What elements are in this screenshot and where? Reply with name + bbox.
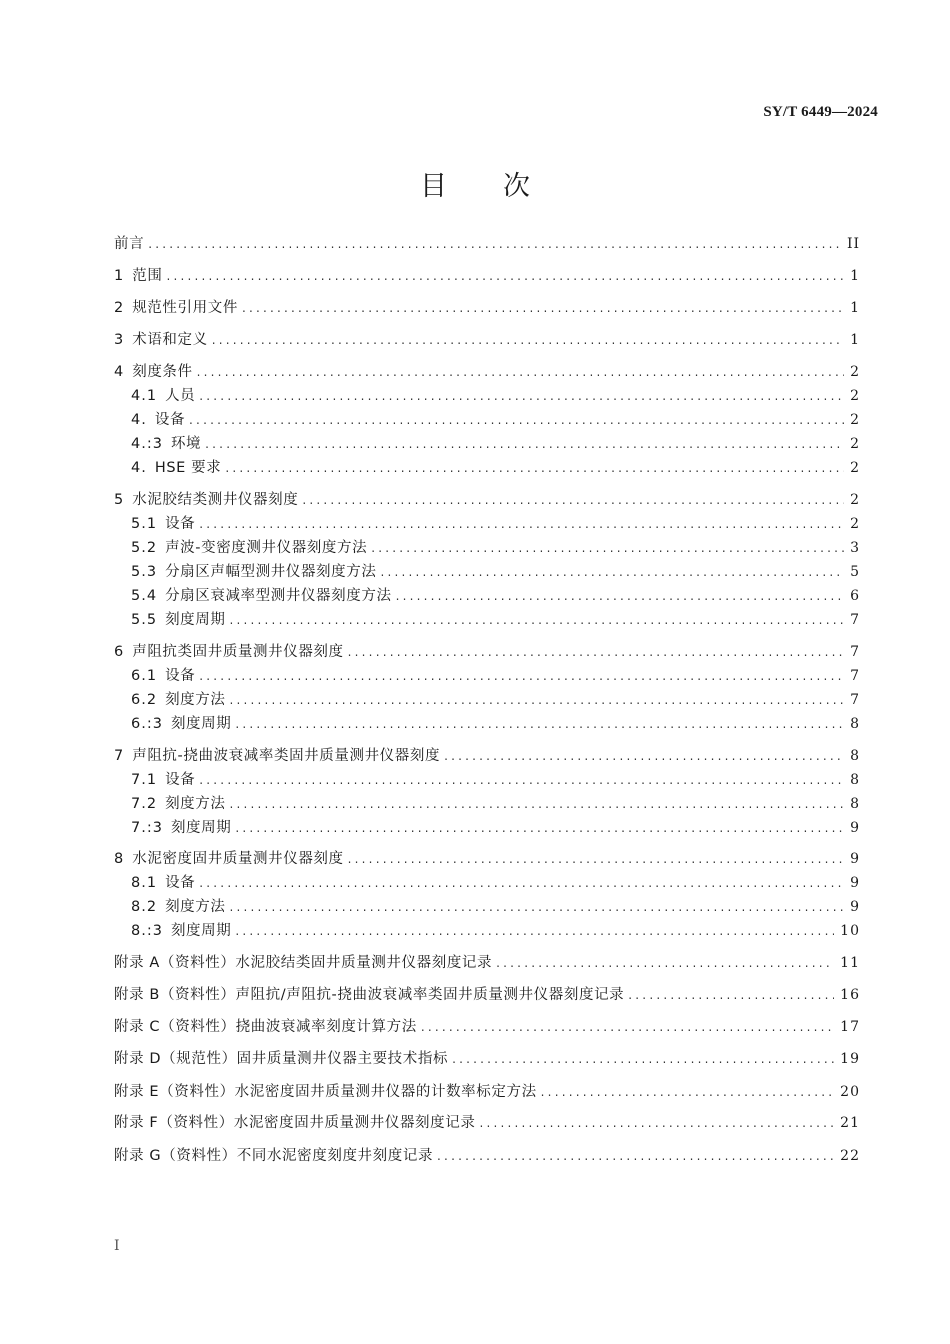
toc-entry[interactable] <box>114 666 860 686</box>
toc-entry-number: 5 <box>114 492 125 508</box>
toc-entry-title: 刻度方法 <box>165 796 226 812</box>
toc-entry-title: 刻度周期 <box>170 820 232 836</box>
toc-entry-title: 刻度周期 <box>170 923 232 939</box>
toc-entry-title: 附录 G（资料性）不同水泥密度刻度井刻度记录 <box>114 1148 434 1164</box>
toc-entry-label <box>131 386 195 406</box>
toc-entry[interactable] <box>114 362 860 382</box>
dot-leader <box>541 1082 835 1102</box>
toc-entry[interactable] <box>114 1146 860 1166</box>
toc-entry-title: 刻度周期 <box>165 612 226 628</box>
toc-entry-label <box>114 266 162 286</box>
toc-entry-page: 9 <box>850 851 860 867</box>
toc-entry-title: 环境 <box>170 436 202 452</box>
toc-entry-page: 3 <box>850 540 860 556</box>
toc-entry-number: 6.1 <box>131 668 158 684</box>
toc-entry-label <box>131 921 231 941</box>
toc-entry-label <box>131 514 195 534</box>
toc-entry-label <box>131 610 225 630</box>
toc-entry-number: 8.2 <box>131 899 158 915</box>
toc-entry-page: 2 <box>850 364 860 380</box>
dot-leader <box>302 490 844 510</box>
toc-entry-page: 2 <box>850 436 860 452</box>
dot-leader <box>229 610 844 630</box>
toc-entry-number: 7.2 <box>131 796 158 812</box>
toc-entry-label <box>114 985 624 1005</box>
toc-entry-page: 7 <box>850 668 860 684</box>
toc-entry-label <box>131 770 195 790</box>
toc-entry-title: 刻度方法 <box>165 692 226 708</box>
toc-entry-number: 2 <box>114 300 125 316</box>
toc-entry-number: 1 <box>114 268 125 284</box>
toc-entry[interactable] <box>114 1113 860 1133</box>
dot-leader <box>148 234 841 254</box>
toc-entry-number: 4. <box>131 460 147 476</box>
toc-entry-label <box>131 562 376 582</box>
toc-entry[interactable] <box>114 770 860 790</box>
toc-entry-title: 前言 <box>114 236 145 252</box>
dot-leader <box>205 434 844 454</box>
toc-entry[interactable] <box>114 818 860 838</box>
footer-page-number: I <box>114 1238 120 1254</box>
toc-entry-title: 分扇区声幅型测井仪器刻度方法 <box>165 564 377 580</box>
toc-entry[interactable] <box>114 586 860 606</box>
toc-entry-label <box>114 362 193 382</box>
toc-entry[interactable] <box>114 514 860 534</box>
toc-entry-title: 附录 A（资料性）水泥胶结类固井质量测井仪器刻度记录 <box>114 955 493 971</box>
toc-entry-number: 5.3 <box>131 564 158 580</box>
toc-entry-title: 声波-变密度测井仪器刻度方法 <box>165 540 368 556</box>
dot-leader <box>348 642 844 662</box>
toc-entry[interactable] <box>114 746 860 766</box>
toc-entry-page: 9 <box>850 820 860 836</box>
toc-entry-title: 附录 E（资料性）水泥密度固井质量测井仪器的计数率标定方法 <box>114 1084 537 1100</box>
toc-entry[interactable] <box>114 985 860 1005</box>
dot-leader <box>444 746 844 766</box>
toc-entry[interactable] <box>114 690 860 710</box>
toc-entry-number: 7 <box>114 748 125 764</box>
toc-entry-title: 声阻抗类固井质量测井仪器刻度 <box>132 644 344 660</box>
toc-entry[interactable] <box>114 610 860 630</box>
toc-entry-label <box>114 1146 433 1166</box>
dot-leader <box>166 266 844 286</box>
dot-leader <box>229 690 844 710</box>
toc-entry-title: 附录 B（资料性）声阻抗/声阻抗-挠曲波衰减率类固井质量测井仪器刻度记录 <box>114 987 625 1003</box>
toc-entry-page: 8 <box>850 748 860 764</box>
toc-entry-title: 设备 <box>165 772 196 788</box>
toc-entry-number: 6 <box>114 644 125 660</box>
toc-entry-title: 水泥密度固井质量测井仪器刻度 <box>132 851 344 867</box>
toc-entry-number: 4. <box>131 412 147 428</box>
toc-entry-label <box>114 1017 417 1037</box>
dot-leader <box>421 1017 834 1037</box>
toc-entry[interactable] <box>114 642 860 662</box>
dot-leader <box>199 666 844 686</box>
toc-entry-title: 设备 <box>165 875 196 891</box>
toc-entry-label <box>114 1113 475 1133</box>
toc-entry-label <box>114 1049 448 1069</box>
dot-leader <box>452 1049 834 1069</box>
toc-entry-label <box>131 538 367 558</box>
toc-entry[interactable] <box>114 330 860 350</box>
toc-entry-label <box>114 490 298 510</box>
toc-entry-page: 6 <box>850 588 860 604</box>
toc-entry-label <box>114 849 344 869</box>
dot-leader <box>380 562 844 582</box>
toc-entry-page: 7 <box>850 644 860 660</box>
toc-entry[interactable] <box>114 794 860 814</box>
dot-leader <box>496 953 834 973</box>
dot-leader <box>189 410 844 430</box>
toc-entry-number: 5.2 <box>131 540 158 556</box>
dot-leader <box>225 458 844 478</box>
toc-entry-number: 3 <box>114 332 125 348</box>
toc-entry-number: 8.:3 <box>131 923 163 939</box>
toc-entry[interactable] <box>114 1082 860 1102</box>
toc-entry[interactable] <box>114 490 860 510</box>
toc-entry-label <box>131 586 392 606</box>
dot-leader <box>212 330 844 350</box>
dot-leader <box>396 586 845 606</box>
toc-entry-label <box>131 690 225 710</box>
toc-entry[interactable] <box>114 266 860 286</box>
toc-entry-title: 范围 <box>132 268 163 284</box>
toc-entry[interactable] <box>114 298 860 318</box>
toc-entry-title: HSE 要求 <box>154 460 222 476</box>
page-title: 目次 <box>420 171 586 202</box>
toc-entry-title: 人员 <box>165 388 196 404</box>
toc-entry-title: 声阻抗-挠曲波衰减率类固井质量测井仪器刻度 <box>132 748 441 764</box>
toc-entry-page: 7 <box>850 692 860 708</box>
toc-entry-page: 8 <box>850 772 860 788</box>
toc-entry-label <box>131 873 195 893</box>
dot-leader <box>242 298 844 318</box>
toc-entry[interactable] <box>114 1049 860 1069</box>
toc-entry-page: 8 <box>850 716 860 732</box>
toc-entry-label <box>114 642 344 662</box>
toc-entry-label <box>131 458 221 478</box>
toc-entry-title: 规范性引用文件 <box>132 300 238 316</box>
toc-entry[interactable] <box>114 873 860 893</box>
toc-entry[interactable] <box>114 921 860 941</box>
toc-entry[interactable] <box>114 849 860 869</box>
standard-code: SY/T 6449—2024 <box>763 104 878 120</box>
toc-entry-page: 17 <box>840 1019 860 1035</box>
dot-leader <box>235 714 844 734</box>
toc-entry-page: 2 <box>850 516 860 532</box>
toc-entry-number: 4.1 <box>131 388 158 404</box>
toc-entry-number: 7.1 <box>131 772 158 788</box>
toc-entry-page: 11 <box>840 955 860 971</box>
toc-entry-label <box>131 714 231 734</box>
toc-entry-number: 6.:3 <box>131 716 163 732</box>
toc-entry-number: 8 <box>114 851 125 867</box>
toc-entry-label <box>114 298 238 318</box>
toc-entry-page: 5 <box>850 564 860 580</box>
dot-leader <box>199 770 844 790</box>
toc-entry-page: 9 <box>850 899 860 915</box>
toc-entry-page: 2 <box>850 460 860 476</box>
toc-entry-page: 2 <box>850 412 860 428</box>
toc-entry[interactable] <box>114 953 860 973</box>
toc-entry-label <box>114 330 208 350</box>
toc-entry-label <box>114 1082 537 1102</box>
dot-leader <box>199 873 844 893</box>
toc-entry-title: 附录 C（资料性）挠曲波衰减率刻度计算方法 <box>114 1019 417 1035</box>
toc-entry-title: 设备 <box>165 516 196 532</box>
toc-entry-title: 术语和定义 <box>132 332 208 348</box>
dot-leader <box>199 386 844 406</box>
toc-entry-title: 刻度周期 <box>170 716 232 732</box>
toc-entry-title: 刻度条件 <box>132 364 193 380</box>
toc-entry-page: 2 <box>850 388 860 404</box>
dot-leader <box>229 897 844 917</box>
toc-entry-number: 5.5 <box>131 612 158 628</box>
toc-entry-label <box>131 410 185 430</box>
toc-entry-label <box>131 666 195 686</box>
toc-entry-page: 9 <box>850 875 860 891</box>
toc-entry-label <box>114 953 492 973</box>
dot-leader <box>437 1146 834 1166</box>
toc-entry[interactable] <box>114 386 860 406</box>
dot-leader <box>348 849 844 869</box>
toc-entry-page: 10 <box>840 923 860 939</box>
toc-entry-number: 6.2 <box>131 692 158 708</box>
toc-entry[interactable] <box>114 434 860 454</box>
toc-entry-page: 8 <box>850 796 860 812</box>
toc-entry[interactable] <box>114 458 860 478</box>
toc-entry[interactable] <box>114 410 860 430</box>
toc-entry-label <box>131 434 201 454</box>
toc-entry-label <box>131 794 225 814</box>
toc-entry-page: II <box>846 236 860 252</box>
dot-leader <box>229 794 844 814</box>
toc-entry[interactable] <box>114 234 860 254</box>
toc-entry-page: 1 <box>850 332 860 348</box>
toc-entry-title: 水泥胶结类测井仪器刻度 <box>132 492 299 508</box>
toc-entry-title: 刻度方法 <box>165 899 226 915</box>
toc-entry-page: 16 <box>840 987 860 1003</box>
toc-entry-label <box>114 746 440 766</box>
toc-entry[interactable] <box>114 562 860 582</box>
toc-entry-title: 附录 F（资料性）水泥密度固井质量测井仪器刻度记录 <box>114 1115 476 1131</box>
toc-entry-page: 21 <box>840 1115 860 1131</box>
toc-entry-label <box>131 897 225 917</box>
toc-entry-page: 1 <box>850 300 860 316</box>
toc-entry-title: 设备 <box>154 412 186 428</box>
toc-entry[interactable] <box>114 714 860 734</box>
toc-entry-number: 4.:3 <box>131 436 163 452</box>
dot-leader <box>371 538 844 558</box>
toc-entry-title: 设备 <box>165 668 196 684</box>
toc-entry-page: 20 <box>840 1084 860 1100</box>
toc-entry-page: 19 <box>840 1051 860 1067</box>
toc-entry-title: 附录 D（规范性）固井质量测井仪器主要技术指标 <box>114 1051 449 1067</box>
dot-leader <box>197 362 844 382</box>
toc-entry-page: 1 <box>850 268 860 284</box>
toc-entry-page: 2 <box>850 492 860 508</box>
toc-entry-number: 7.:3 <box>131 820 163 836</box>
toc-entry[interactable] <box>114 538 860 558</box>
toc-entry[interactable] <box>114 897 860 917</box>
dot-leader <box>479 1113 834 1133</box>
toc-entry-title: 分扇区衰减率型测井仪器刻度方法 <box>165 588 392 604</box>
toc-entry[interactable] <box>114 1017 860 1037</box>
dot-leader <box>199 514 844 534</box>
dot-leader <box>235 818 844 838</box>
toc-entry-label <box>114 234 144 254</box>
toc-entry-number: 5.1 <box>131 516 158 532</box>
dot-leader <box>628 985 834 1005</box>
toc-entry-page: 7 <box>850 612 860 628</box>
toc-entry-number: 8.1 <box>131 875 158 891</box>
toc-entry-number: 5.4 <box>131 588 158 604</box>
toc-entry-number: 4 <box>114 364 125 380</box>
toc-entry-label <box>131 818 231 838</box>
toc-entry-page: 22 <box>840 1148 860 1164</box>
dot-leader <box>235 921 834 941</box>
